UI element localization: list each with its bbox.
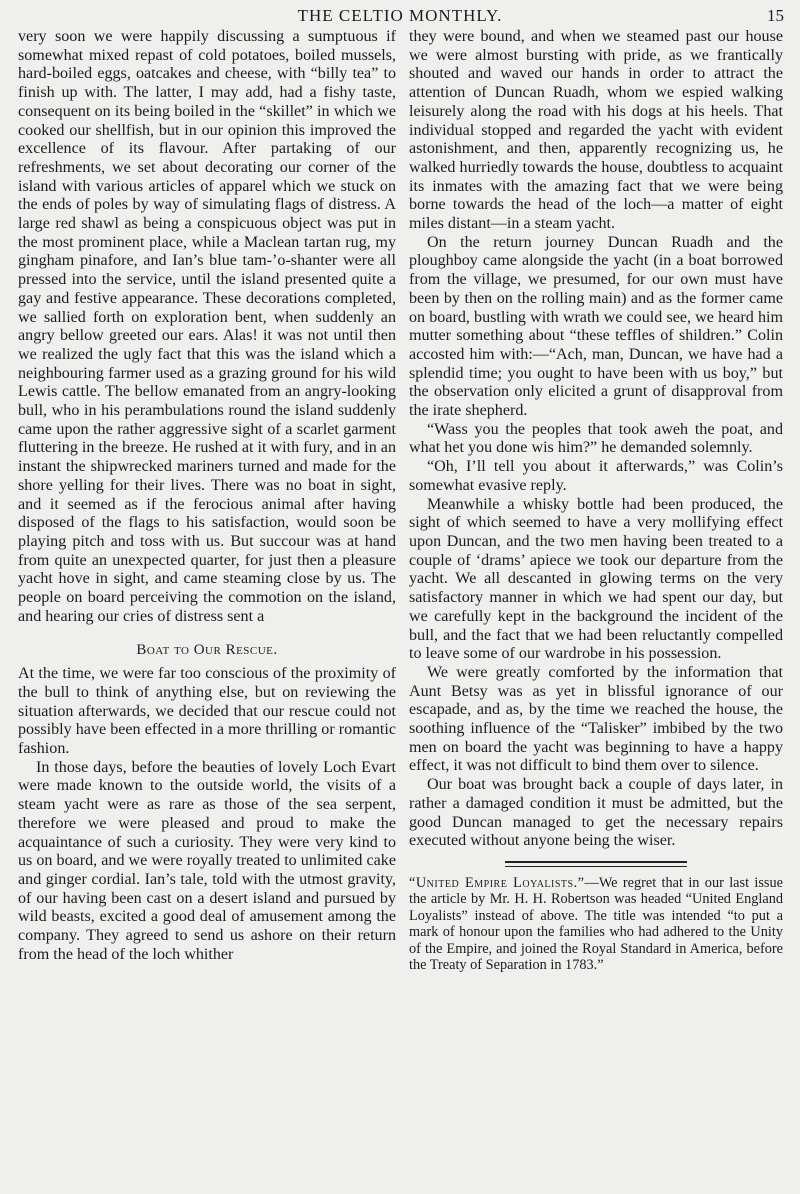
paragraph: they were bound, and when we steamed past our house we were almost bursting with pride, as we frantically shouted and waved our hands in order to attract the attention of Duncan Ruadh, whom we espied walking leisurely along the road with his dogs at his heels. That individual stopped and regarded the yacht with evident astonishment, and then, apparently recognizing us, he walked hurriedly towards the house, doubtless to acquaint its inmates with the amazing fact that we were being borne towards the head of the loch—a matter of eight miles distant—in a steam yacht. bbox=[409, 28, 783, 233]
paragraph: On the return journey Duncan Ruadh and the ploughboy came alongside the yacht (in a boat borrowed from the village, we presumed, for our own must have been by then on the rolling main) and as the former came on board, bustling with wrath we could see, we heard him mutter something about “these teffles of shildren.” Colin accosted him with:—“Ach, man, Duncan, we have had a splendid time; you ought to have been with us boy,” but the observation only elicited a grunt of disapproval from the irate shepherd. bbox=[409, 233, 783, 420]
page-number: 15 bbox=[767, 6, 784, 25]
paragraph: “Wass you the peoples that took aweh the poat, and what het you done wis him?” he demanded solemnly. bbox=[409, 420, 783, 457]
paragraph: At the time, we were far too conscious of the proximity of the bull to think of anything else, but on reviewing the situation afterwards, we decided that our rescue could not possibly have been effected in a more thrilling or romantic fashion. bbox=[18, 665, 396, 758]
note-body: —We regret that in our last issue the article by Mr. H. H. Robertson was headed “United England Loyalists” instead of above. The title was intended “to put a mark of honour upon the families who had adhered to the Unity of the Empire, and joined the Royal Standard in America, before the Treaty of Separation in 1783.” bbox=[409, 874, 783, 973]
right-column bbox=[409, 28, 783, 973]
paragraph: very soon we were happily discussing a sumptuous if somewhat mixed repast of cold potatoes, boiled mussels, hard-boiled eggs, oatcakes and cheese, with “billy tea” to finish up with. The latter, I may add, had a fishy taste, consequent on its being boiled in the “skillet” in which we cooked our shellfish, but in our opinion this improved the excellence of its flavour. After partaking of our refreshments, we set about decorating our corner of the island with various articles of apparel which we stuck on the ends of poles by way of simulating flags of distress. A large red shawl as being a conspicuous object was put in the most prominent place, while a Maclean tartan rug, my gingham pinafore, and Ian’s blue tam-’o-shanter were all pressed into the service, until the island presented quite a gay and festive appearance. These decorations completed, we sallied forth on exploration bent, when suddenly an angry bellow greeted our ears. Alas! it was not until then we realized the ugly fact that this was the island which a neighbouring farmer used as a grazing ground for his wild Lewis cattle. The bellow emanated from an angry-looking bull, who in his perambulations round the island suddenly came upon the rather aggressive sight of a scarlet garment fluttering in the breeze. He rushed at it with fury, and in an instant the shipwrecked mariners turned and made for the shore yelling for their lives. There was no boat in sight, and it seemed as if the ferocious animal after having disposed of the flags to his satisfaction, would soon be playing pitch and toss with us. But succour was at hand from quite an unexpected quarter, for just then a pleasure yacht hove in sight, and came steaming close by us. The people on board perceiving the commotion on the island, and hearing our cries of distress sent a bbox=[18, 28, 396, 625]
divider-rule bbox=[505, 861, 687, 867]
paragraph: “Oh, I’ll tell you about it afterwards,” was Colin’s somewhat evasive reply. bbox=[409, 458, 783, 494]
paragraph: In those days, before the beauties of lovely Loch Evart were made known to the outside world, the visits of a steam yacht were as rare as those of the sea serpent, therefore we were pleased and proud to make the acquaintance of such a curiosity. They were very kind to us on board, and we were royally treated to unlimited cake and ginger cordial. Ian’s tale, told with the utmost gravity, of our having been cast on a desert island and pursued by wild beasts, excited a good deal of amusement among the company. They agreed to send us ashore on their return from the head of the loch whither bbox=[18, 758, 396, 963]
section-heading: Boat to Our Rescue. bbox=[136, 641, 278, 658]
paragraph: We were greatly comforted by the information that Aunt Betsy was as yet in blissful ignorance of our escapade, and as, by the time we reached the house, the soothing influence of the “Talisker” imbibed by the two men on board the yacht was beginning to have a happy effect, it was not difficult to bind them over to silence. bbox=[409, 663, 783, 775]
paragraph: Our boat was brought back a couple of days later, in rather a damaged condition it must be admitted, but the good Duncan managed to get the necessary repairs executed without anyone being the wiser. bbox=[409, 776, 783, 850]
left-column bbox=[18, 28, 396, 964]
editorial-note bbox=[409, 875, 783, 973]
running-title: THE CELTIO MONTHLY. bbox=[297, 6, 503, 25]
page-header bbox=[0, 4, 800, 26]
paragraph: Meanwhile a whisky bottle had been produced, the sight of which seemed to have a very mollifying effect upon Duncan, and the two men having been treated to a couple of ‘drams’ apiece we took our departure from the yacht. We all descanted in glowing terms on the very satisfactory manner in which we had spent our day, but we carefully kept in the background the incident of the bull, and the fact that we had been reluctantly compelled to leave some of our wardrobe in his possession. bbox=[409, 495, 783, 663]
note-title: “United Empire Loyalists.” bbox=[409, 874, 585, 891]
